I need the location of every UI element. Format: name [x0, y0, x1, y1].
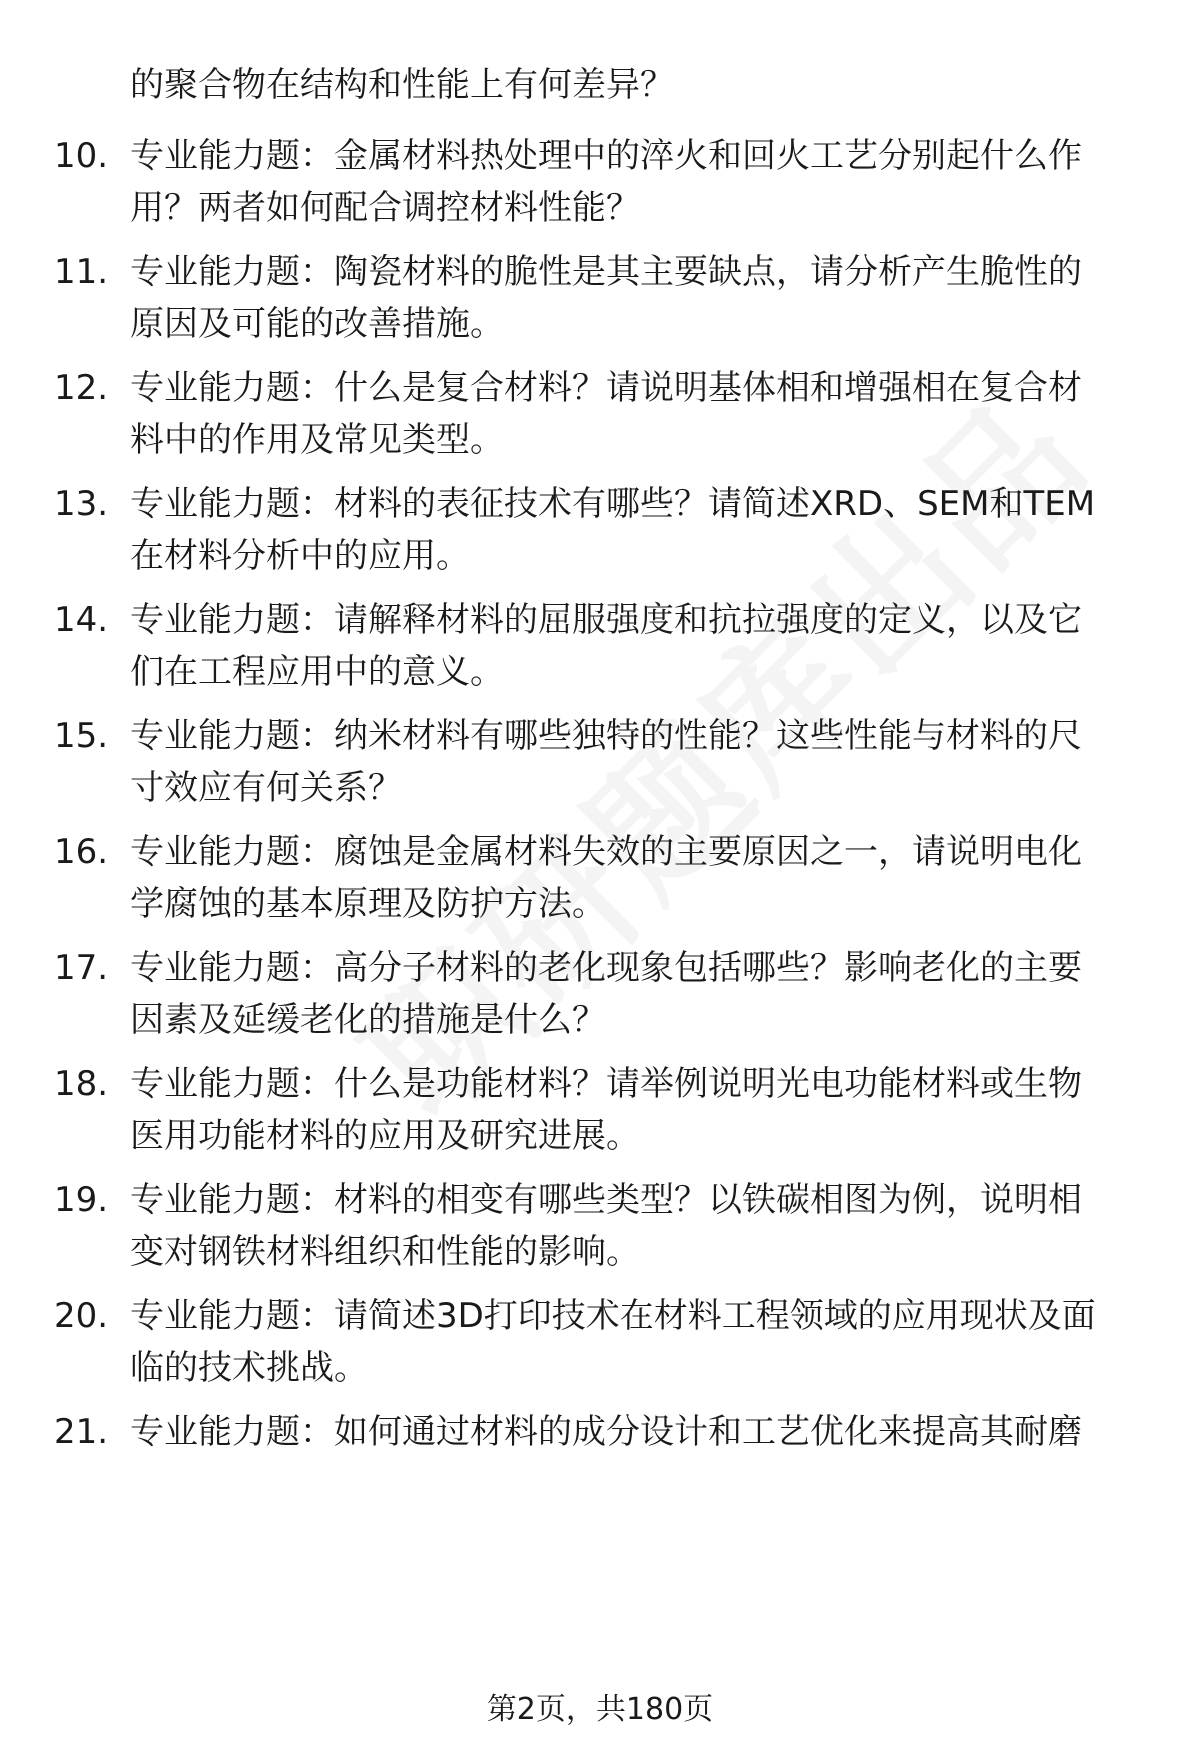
question-text: [130, 1058, 1150, 1162]
question-line: 专业能力题：材料的相变有哪些类型？以铁碳相图为例，说明相: [130, 1180, 1082, 1220]
question-line: 在材料分析中的应用。: [130, 536, 470, 576]
question-number: 15.: [54, 716, 109, 756]
question-line: 专业能力题：材料的表征技术有哪些？请简述XRD、SEM和TEM: [130, 484, 1096, 524]
question-number: 18.: [54, 1064, 109, 1104]
question-line: 寸效应有何关系？: [130, 768, 402, 808]
continued-question-text: 的聚合物在结构和性能上有何差异？: [130, 65, 674, 105]
question-line: 专业能力题：请解释材料的屈服强度和抗拉强度的定义，以及它: [130, 600, 1082, 640]
question-line: 医用功能材料的应用及研究进展。: [130, 1116, 640, 1156]
question-text: [130, 710, 1150, 814]
question-line: 用？两者如何配合调控材料性能？: [130, 188, 640, 228]
question-number: 13.: [54, 484, 109, 524]
question-line: 们在工程应用中的意义。: [130, 652, 504, 692]
question-text: [130, 942, 1150, 1046]
question-line: 专业能力题：什么是复合材料？请说明基体相和增强相在复合材: [130, 368, 1082, 408]
question-text: [130, 130, 1150, 234]
question-text: [130, 478, 1150, 582]
question-number: 10.: [54, 136, 109, 176]
question-text: [130, 594, 1150, 698]
question-text: [130, 1174, 1150, 1278]
question-line: 专业能力题：什么是功能材料？请举例说明光电功能材料或生物: [130, 1064, 1082, 1104]
question-line: 专业能力题：如何通过材料的成分设计和工艺优化来提高其耐磨: [130, 1412, 1082, 1452]
question-number: 12.: [54, 368, 109, 408]
question-text: [130, 1290, 1150, 1394]
question-line: 专业能力题：金属材料热处理中的淬火和回火工艺分别起什么作: [130, 136, 1082, 176]
question-line: 学腐蚀的基本原理及防护方法。: [130, 884, 606, 924]
question-line: 因素及延缓老化的措施是什么？: [130, 1000, 606, 1040]
question-number: 11.: [54, 252, 109, 292]
question-number: 14.: [54, 600, 109, 640]
question-number: 21.: [54, 1412, 109, 1452]
question-text: [130, 1406, 1150, 1458]
page-footer: 第2页，共180页: [486, 1692, 714, 1727]
question-line: 料中的作用及常见类型。: [130, 420, 504, 460]
question-text: [130, 246, 1150, 350]
question-number: 16.: [54, 832, 109, 872]
question-line: 变对钢铁材料组织和性能的影响。: [130, 1232, 640, 1272]
question-line: 临的技术挑战。: [130, 1348, 368, 1388]
question-line: 专业能力题：请简述3D打印技术在材料工程领域的应用现状及面: [130, 1296, 1096, 1336]
question-line: 原因及可能的改善措施。: [130, 304, 504, 344]
question-line: 专业能力题：腐蚀是金属材料失效的主要原因之一，请说明电化: [130, 832, 1082, 872]
question-number: 20.: [54, 1296, 109, 1336]
question-text: [130, 826, 1150, 930]
question-number: 19.: [54, 1180, 109, 1220]
question-text: [130, 362, 1150, 466]
question-line: 专业能力题：纳米材料有哪些独特的性能？这些性能与材料的尺: [130, 716, 1082, 756]
question-line: 专业能力题：陶瓷材料的脆性是其主要缺点，请分析产生脆性的: [130, 252, 1082, 292]
question-line: 专业能力题：高分子材料的老化现象包括哪些？影响老化的主要: [130, 948, 1082, 988]
question-number: 17.: [54, 948, 109, 988]
